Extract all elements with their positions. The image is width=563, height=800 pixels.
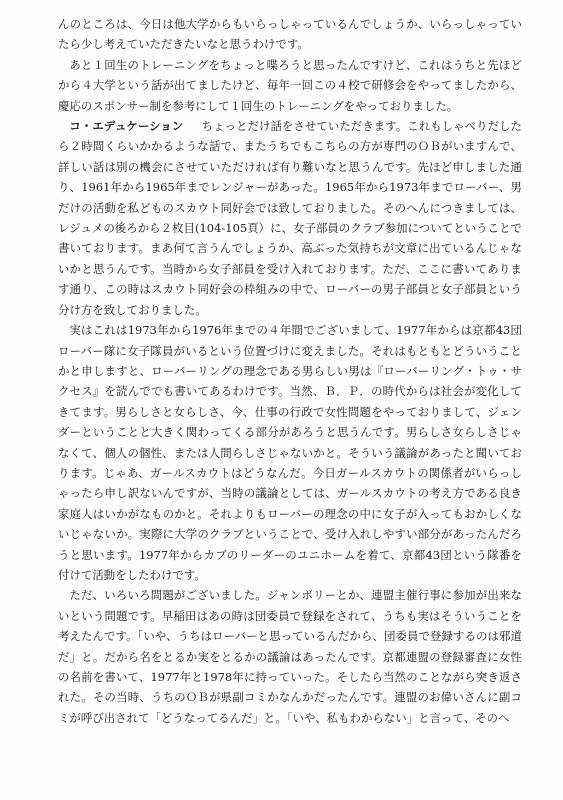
paragraph-2 (58, 55, 522, 116)
paragraph-3-text: ちょっとだけ話をさせていただきます。これもしゃべりだしたら２時間くらいかかるような話で、またうちでもこちらの方が専門のＯＢがいますんで、詳しい話は別の機会にさせていただければ有り難いなと思うんです。先ほど申しました通り、1961年から1965年までレンジャーがあった。1965年から1973年までローバー、男だけの活動を私どものスカウト同好会では致しておりました。そのへんにつきましては、レジュメの後ろから２枚目(104-105頁）に、女子部員のクラブ参加についてということで書いております。まあ何て言うんでしょうか、高ぶった気持ちが文章に出ているんじゃないかと思うんです。当時から女子部員を受け入れております。ただ、ここに書いてあります通り、この時はスカウト同好会の枠組みの中で、ローバーの男子部員と女子部員という分け方を致しておりました。 (58, 119, 522, 317)
paragraph-4 (58, 320, 522, 585)
paragraph-4-text: 実はこれは1973年から1976年までの４年間でございまして、1977年からは京都43団ローバー隊に女子隊員がいるという位置づけに変えました。それはもともとどういうことかと申しますと、ローバーリングの理念である男らしい男は『ローバーリング・トゥ・サクセス』を読んででも書いてあるわけです。当然、Ｂ．Ｐ．の時代からは社会が変化してきてます。男らしさと女らしさ、今、仕事の行政で女性問題をやっておりまして、ジェンダーということと大きく関わってくる部分があろうと思うんです。男らしさ女らしさじゃなくて、個人の個性、または人間らしさじゃないかと。そういう議論があったと聞いております。じゃあ、ガールスカウトはどうなんだ。今日ガールスカウトの関係者がいらっしゃったら申し訳ないんですが、当時の議論としては、ガールスカウトの考え方である良き家庭人はいかがなものかと。それよりもローバーの理念の中に女子が入ってもおかしくないじゃないか。実際に大学のクラブということで、受け入れしやすい部分があったんだろうと思います。1977年からカブのリーダーのユニホームを着て、京都43団という隊番を付けて活動をしたわけです。 (58, 323, 522, 582)
section-heading-co-education: コ・エデュケーション (69, 119, 184, 134)
paragraph-1 (58, 14, 522, 55)
paragraph-2-text: あと１回生のトレーニングをちょっと喋ろうと思ったんですけど、これはうちと先ほどから４大学という話が出てましたけど、毎年一回この４校で研修会をやってましたから、慶応のスポンサー制を参考にして１回生のトレーニングをやっておりました。 (58, 57, 522, 113)
paragraph-5 (58, 585, 522, 728)
paragraph-1-text: んのところは、今日は他大学からもいらっしゃっているんでしょうか、いらっしゃっていたら少し考えていただきたいなと思うわけです。 (58, 17, 522, 52)
paragraph-5-text: ただ、いろいろ問題がございました。ジャンボリーとか、連盟主催行事に参加が出来ないという問題です。早稲田はあの時は団委員で登録をされて、うちも実はそういうことを考えたんです。「いや、うちはローバーと思っているんだから、団委員で登録するのは邪道だ」と。だから名をとるか実をとるかの議論はあったんです。京都連盟の登録審査に女性の名前を書いて、1977年と1978年に持っていった。そしたら当然のことながら突き返された。その当時、うちのＯＢが県副コミかなんかだったんです。連盟のお偉いさんに副コミが呼び出されて「どうなってるんだ」と。「いや、私もわからない」と言って、そのへ (58, 588, 522, 725)
paragraph-3 (58, 116, 522, 320)
document-body (58, 14, 522, 728)
